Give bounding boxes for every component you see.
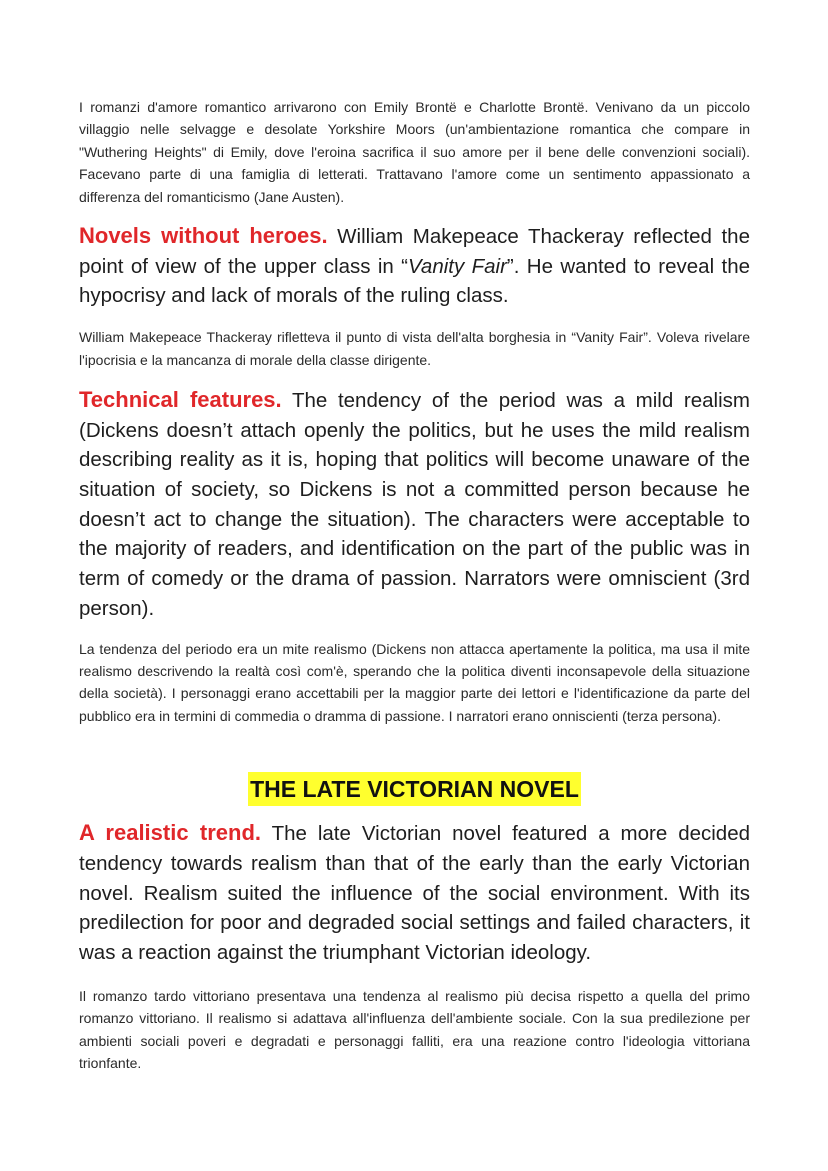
realistic-text: The late Victorian novel featured a more decided tendency towards realism than that of the early than the early Victorian novel. Realism suited the influence of the social environment. With its predilection for poor and degraded social settings and failed characters, it was a reaction against the triumphant Victorian ideology. [79, 822, 751, 965]
label-novels-without-heroes: Novels without heroes. [79, 223, 328, 249]
paragraph-realistic-italian: Il romanzo tardo vittoriano presentava una tendenza al realismo più decisa rispetto a quella del primo romanzo vittoriano. Il realismo si adattava all'influenza dell'ambiente sociale. Con la sua predilezione per ambienti sociali poveri e degradati e personaggi falliti, era una reazione contro l'ideologia vittoriana trionfante. [79, 987, 750, 1071]
paragraph-bronte-italian: I romanzi d'amore romantico arrivarono con Emily Brontë e Charlotte Brontë. Venivano da un piccolo villaggio nelle selvagge e desolate Yorkshire Moors (un'ambientazione romantica che compare in "Wuthering Heights" di Emily, dove l'eroina sacrifica il suo amore per il bene delle convenzioni sociali). Facevano parte di una famiglia di letterati. Trattavano l'amore come un sentimento appassionato a differenza del romanticismo (Jane Austen). [79, 99, 750, 205]
paragraph-thackeray-italian: William Makepeace Thackeray rifletteva il punto di vista dell'alta borghesia in “Vanity Fair”. Voleva rivelare l'ipocrisia e la mancanza di morale della classe dirigente. [79, 329, 750, 368]
title-vanity-fair: Vanity Fair [408, 254, 507, 278]
section-heading-wrap [79, 772, 750, 806]
section-heading: THE LATE VICTORIAN NOVEL [248, 772, 581, 806]
technical-text: The tendency of the period was a mild realism (Dickens doesn’t attach openly the politics, but he uses the mild realism describing reality as it is, hoping that politics will become unaware of the situation of society, so Dickens is not a committed person because he doesn’t act to change the situation). The characters were acceptable to the majority of readers, and identification on the part of the public was in term of comedy or the drama of passion. Narrators were omniscient (3rd person). [79, 388, 750, 620]
paragraph-technical-features [79, 385, 750, 624]
heroes-text-after: ”. He wanted to reveal the hypocrisy and lack of morals of the ruling class. [79, 254, 750, 308]
label-realistic-trend: A realistic trend. [79, 820, 262, 846]
paragraph-realistic-trend [79, 818, 750, 968]
label-technical-features: Technical features. [79, 386, 282, 412]
paragraph-technical-italian: La tendenza del periodo era un mite realismo (Dickens non attacca apertamente la politica, ma usa il mite realismo descrivendo la realtà così com'è, sperando che la politica diventi inconsapevole della situazione della società). I personaggi erano accettabili per la maggior parte dei lettori e l'identificazione da parte del pubblico era in termini di commedia o dramma di passione. I narratori erano onniscienti (terza persona). [79, 640, 750, 724]
heroes-text-before: William Makepeace Thackeray reflected the point of view of the upper class in “ [79, 225, 750, 278]
paragraph-novels-without-heroes [79, 221, 750, 311]
